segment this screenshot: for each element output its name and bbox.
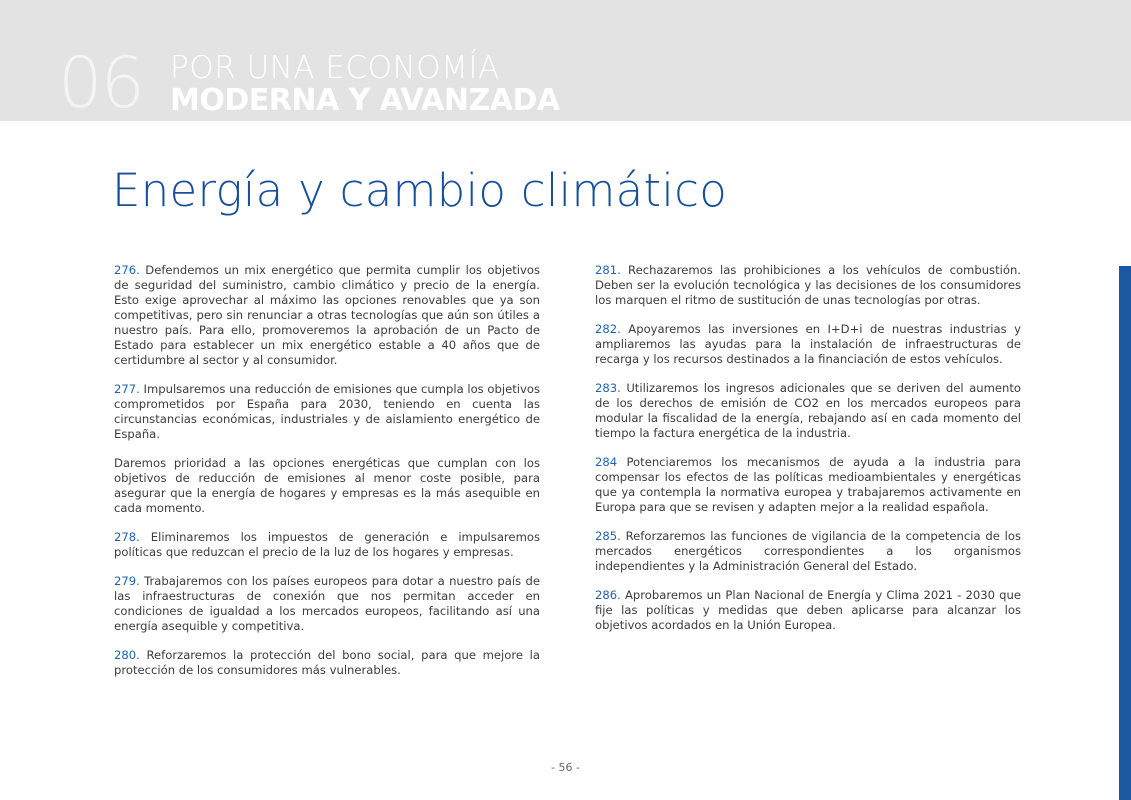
paragraph-number: 281. (595, 263, 621, 277)
paragraph-number: 277. (114, 382, 140, 396)
paragraph-279 (114, 574, 540, 634)
paragraph-number: 280. (114, 648, 140, 662)
paragraph-number: 282. (595, 322, 621, 336)
paragraph-text: Reforzaremos las funciones de vigilancia de la competencia de los mercados energéticos correspondientes a los organismos independientes y la Administración General del Estado. (595, 529, 1021, 573)
page-number: - 56 - (551, 761, 580, 774)
paragraph-285 (595, 529, 1021, 574)
chapter-number: 06 (58, 42, 144, 124)
paragraph-286 (595, 588, 1021, 633)
paragraph-277-continued (114, 456, 540, 516)
paragraph-text: Defendemos un mix energético que permita cumplir los objetivos de seguridad del suministro, cambio climático y precio de la energía. Esto exige aprovechar al máximo las opciones renovables que ya son competitivas, pero sin renunciar a otras tecnologías que aún son útiles a nuestro país. Para ello, promoveremos la aprobación de un Pacto de Estado para establecer un mix energético estable a 40 años que de certidumbre al sector y al consumidor. (114, 263, 540, 367)
chapter-title-line2: MODERNA Y AVANZADA (170, 83, 560, 118)
paragraph-number: 285. (595, 529, 621, 543)
paragraph-text: Potenciaremos los mecanismos de ayuda a la industria para compensar los efectos de las políticas medioambientales y energéticas que ya contempla la normativa europea y trabajaremos activamente en Europa para que se revisen y adapten mejor a la realidad española. (595, 455, 1021, 514)
paragraph-text: Aprobaremos un Plan Nacional de Energía y Clima 2021 - 2030 que fije las políticas y medidas que deben aplicarse para alcanzar los objetivos acordados en la Unión Europea. (595, 588, 1021, 632)
paragraph-number: 284 (595, 455, 618, 469)
paragraph-text: Eliminaremos los impuestos de generación e impulsaremos políticas que reduzcan el precio de la luz de los hogares y empresas. (114, 530, 540, 559)
paragraph-278 (114, 530, 540, 560)
paragraph-number: 283. (595, 381, 621, 395)
paragraph-number: 276. (114, 263, 140, 277)
left-column (114, 263, 540, 692)
paragraph-number: 279. (114, 574, 140, 588)
paragraph-text: Utilizaremos los ingresos adicionales que se deriven del aumento de los derechos de emisión de CO2 en los mercados europeos para modular la fiscalidad de la energía, rebajando así en cada momento del tiempo la factura energética de la industria. (595, 381, 1021, 440)
paragraph-282 (595, 322, 1021, 367)
right-column (595, 263, 1021, 647)
paragraph-number: 278. (114, 530, 140, 544)
paragraph-text: Apoyaremos las inversiones en I+D+i de nuestras industrias y ampliaremos las ayudas para la instalación de infraestructuras de recarga y los recursos destinados a la financiación de estos vehículos. (595, 322, 1021, 366)
side-accent-bar (1119, 266, 1131, 800)
paragraph-text: Daremos prioridad a las opciones energéticas que cumplan con los objetivos de reducción de emisiones al menor coste posible, para asegurar que la energía de hogares y empresas es la más asequible en cada momento. (114, 456, 540, 515)
page-title: Energía y cambio climático (112, 164, 728, 217)
paragraph-number: 286. (595, 588, 621, 602)
paragraph-276 (114, 263, 540, 368)
paragraph-280 (114, 648, 540, 678)
paragraph-284 (595, 455, 1021, 515)
paragraph-277 (114, 382, 540, 442)
paragraph-text: Impulsaremos una reducción de emisiones que cumpla los objetivos comprometidos por España para 2030, teniendo en cuenta las circunstancias económicas, industriales y de aislamiento energético de España. (114, 382, 540, 441)
paragraph-text: Trabajaremos con los países europeos para dotar a nuestro país de las infraestructuras de conexión que nos permitan acceder en condiciones de igualdad a los mercados europeos, facilitando así una energía asequible y competitiva. (114, 574, 540, 633)
paragraph-text: Rechazaremos las prohibiciones a los vehículos de combustión. Deben ser la evolución tecnológica y las decisiones de los consumidores los marquen el ritmo de sustitución de unas tecnologías por otras. (595, 263, 1021, 307)
paragraph-283 (595, 381, 1021, 441)
paragraph-281 (595, 263, 1021, 308)
chapter-title-line1: POR UNA ECONOMÍA (170, 50, 500, 86)
paragraph-text: Reforzaremos la protección del bono social, para que mejore la protección de los consumidores más vulnerables. (114, 648, 540, 677)
